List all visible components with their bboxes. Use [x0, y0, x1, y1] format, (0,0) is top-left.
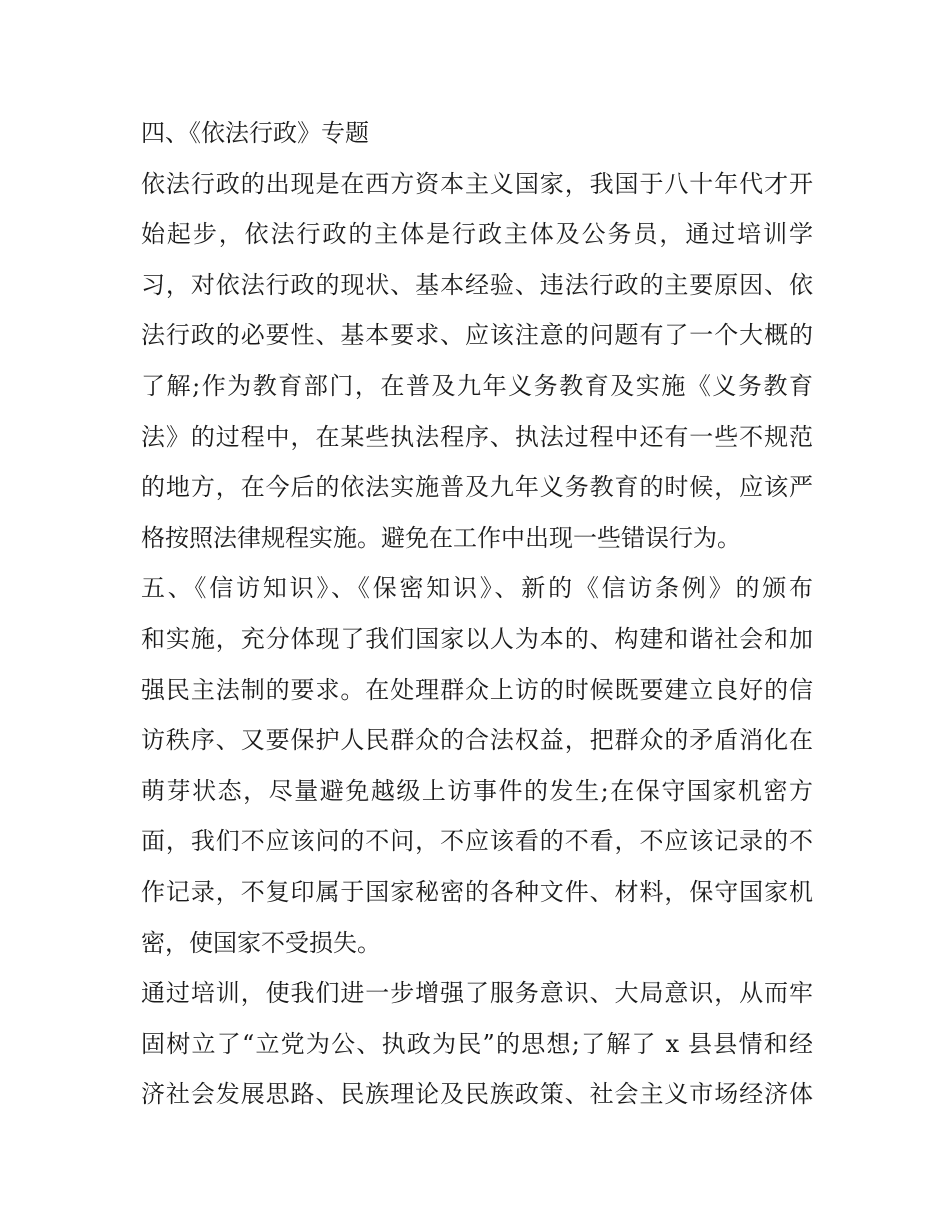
- paragraph-line: 和实施，充分体现了我们国家以人为本的、构建和谐社会和加: [141, 624, 813, 653]
- paragraph-line: 通过培训，使我们进一步增强了服务意识、大局意识，从而牢: [141, 979, 813, 1008]
- document-body: [141, 108, 813, 1120]
- paragraph-line: 固树立了“立党为公、执政为民”的思想;了解了 x 县县情和经: [141, 1029, 813, 1058]
- paragraph-line: 面，我们不应该问的不问，不应该看的不看，不应该记录的不: [141, 827, 813, 856]
- paragraph-line: 格按照法律规程实施。避免在工作中出现一些错误行为。: [141, 523, 741, 552]
- paragraph-line: 始起步，依法行政的主体是行政主体及公务员，通过培训学: [141, 220, 813, 249]
- paragraph-line: 密，使国家不受损失。: [141, 928, 381, 957]
- paragraph-line: 的地方，在今后的依法实施普及九年义务教育的时候，应该严: [141, 473, 813, 502]
- paragraph-line: 法》的过程中，在某些执法程序、执法过程中还有一些不规范: [141, 422, 813, 451]
- paragraph-line: 强民主法制的要求。在处理群众上访的时候既要建立良好的信: [141, 675, 813, 704]
- paragraph-line: 了解;作为教育部门，在普及九年义务教育及实施《义务教育: [141, 371, 813, 400]
- paragraph-line: 法行政的必要性、基本要求、应该注意的问题有了一个大概的: [141, 321, 813, 350]
- paragraph-line: 依法行政的出现是在西方资本主义国家，我国于八十年代才开: [141, 169, 813, 198]
- paragraph-line: 访秩序、又要保护人民群众的合法权益，把群众的矛盾消化在: [141, 726, 813, 755]
- paragraph-line: 济社会发展思路、民族理论及民族政策、社会主义市场经济体: [141, 1080, 813, 1109]
- section-heading-5: 五、《信访知识》、《保密知识》、新的《信访条例》的颁布: [141, 574, 813, 603]
- paragraph-line: 作记录，不复印属于国家秘密的各种文件、材料，保守国家机: [141, 877, 813, 906]
- paragraph-line: 萌芽状态，尽量避免越级上访事件的发生;在保守国家机密方: [141, 776, 813, 805]
- paragraph-line: 习，对依法行政的现状、基本经验、违法行政的主要原因、依: [141, 270, 813, 299]
- section-heading-4: 四、《依法行政》专题: [141, 119, 369, 147]
